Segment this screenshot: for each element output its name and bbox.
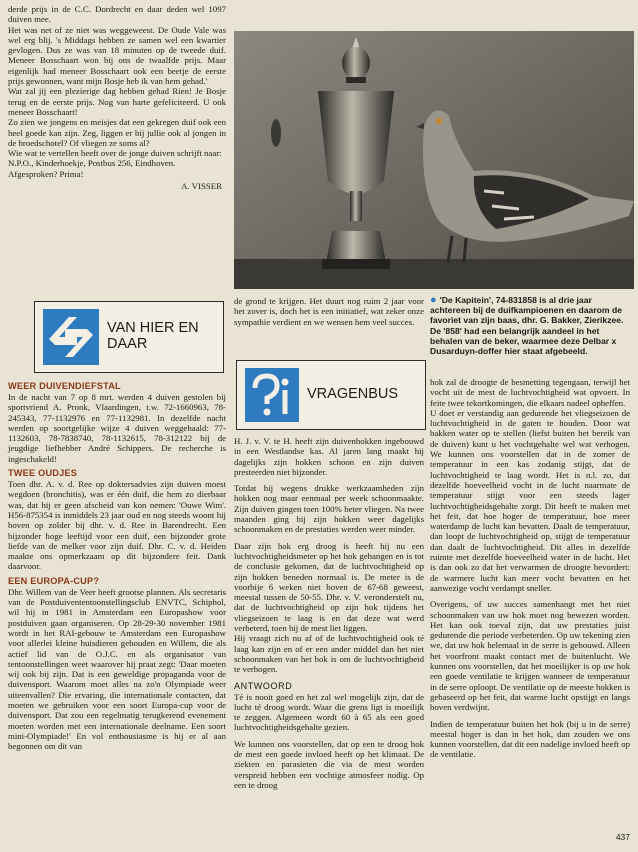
section-heading: EEN EUROPA-CUP? <box>8 575 100 586</box>
column-2-body <box>234 436 424 790</box>
paragraph: Té is nooit goed en het zal wel mogelijk zijn, dat de lucht té droog wordt. Waar die grens ligt is moeilijk te zeggen. Algemeen wordt 60 à 65 als een goed luchtvochtigheidsgehalte gezien. <box>234 691 424 733</box>
paragraph: Het was net of ze niet was weggeweest. De Oude Vale was wel erg blij. 's Middags hebben ze samen wel een kwartier gevlogen. Dus ze was van 18 minuten op de tweede duif. Meneer Bosschaart won bij ons de twaalfde prijs. Maar eigenlijk had meneer Bosschaart ook een beetje de eerste prijs gewonnen, want mijn Bosje heb ik van hem gehad.' <box>8 24 226 87</box>
logo-title-line1: VAN HIER EN <box>107 320 199 336</box>
trophy-pigeon-photo <box>234 31 634 289</box>
arrows-logo-icon <box>43 309 99 365</box>
caption-text: 'De Kapitein', 74-831858 is al drie jaar achtereen bij de duifkampioenen en daarom de favoriet van zijn baas, dhr. G. Bakker, Zierikzee. De '858' had een belangrijk aandeel in het behalen van de beker, waarmee deze Delbar x Dusarduyn-doffer hier staat afgebeeld. <box>430 295 624 357</box>
photo-caption <box>430 295 634 356</box>
logo-title: VRAGENBUS <box>307 386 399 402</box>
column-1-bottom <box>8 377 226 752</box>
paragraph: Toen dhr. A. v. d. Ree op doktersadvies zijn duiven moest wegdoen (bronchitis), was er één duif, die hem zo dierbaar was, dat hij er geen afscheid van kon nemen: 'Ouwe Wim'. H56-875354 is inmiddels 23 jaar oud en nog steeds woont hij boven op zolder bij dhr. v. d. Ree in Barendrecht. Een bijzonder hoge leeftijd voor een duif, een bijzonder grote liefde van de melker voor zijn duif. Dhr. C. v. d. Heiden maakte ons opmerkzaam op dit bijzondere feit. Dank daarvoor. <box>8 479 226 572</box>
question-box-logo-icon <box>245 368 299 422</box>
section-heading: WEER DUIVENDIEFSTAL <box>8 381 121 391</box>
paragraph: In de nacht van 7 op 8 mrt. werden 4 duiven gestolen bij sportvriend A. Pronk, Vlaardingen, t.w. 72-1660963, 78-245343, 77-1132976 en 77-1132981. In dezelfde nacht werden op soortgelijke wijze 4 duiven weggehaald: 77-1132603, 78-7838740, 78-1132615, 78-312122 bij de jeugdige liefhebber André Schippers. De recherche is ingeschakeld! <box>8 392 226 464</box>
column-3-body <box>430 377 630 760</box>
paragraph: Overigens, of uw succes samenhangt met het niet schoonmaken van uw hok moet nog bewezen worden. Het kan ook toeval zijn, dat uw prestaties juist gedurende die periode verbeterden. Op uw tekening zien we, dat uw hok helemaal in de serre is gebouwd. Alleen het voorfront maakt contact met de buitenlucht. We kunnen ons voorstellen, dat het moeilijker is op uw hok een goede ventilatie te krijgen wanneer de temperatuur in de serre oploopt. De ventilatie op de meeste hokken is gebaseerd op het feit, dat warme lucht opstijgt en langs boven verdwijnt. <box>430 599 630 713</box>
answer-heading: ANTWOORD <box>234 680 293 691</box>
paragraph: de grond te krijgen. Het duurt nog ruim 2 jaar voor het zover is, doch het is een initiatief, wat zeker onze sympathie verdient en we wensen hem veel succes. <box>234 296 424 327</box>
paragraph: Afgesproken? Prima! <box>8 168 84 179</box>
author-signature: A. VISSER <box>181 181 222 192</box>
paragraph: Wie wat te vertellen heeft over de jonge duiven schrijft naar: <box>8 148 222 159</box>
van-hier-en-daar-logo <box>34 301 224 373</box>
vragenbus-logo <box>236 360 426 430</box>
paragraph: Wat zal jij een plezierige dag hebben gehad Rien! Je Bosje terug en de eerste prijs. Nog van harte gefeliciteerd. U ook meneer Bosschaart! <box>8 86 226 117</box>
paragraph: H. J. v. V. te H. heeft zijn duivenhokken ingebouwd in een Westlandse kas. Al jaren lang maakt hij dagelijks zijn hokken schoon en zijn duiven presteerden niet bijzonder. <box>234 436 424 477</box>
paragraph: Daar zijn hok erg droog is heeft hij nu een luchtvochtigheidsmeter op het hok gehangen en is tot de conclusie gekomen, dat de luchtvochtigheid op zijn hokken beneden normaal is. De meter is de voorbije 6 weken niet boven de 67-68 geweest, meestal tussen de 50-55. Dhr. v. V. veronderstelt nu, dat de luchtvochtigheid op zijn hok tijdens het vliegseizoen te laag is en dat deze wat werd verbeterd, toen hij de mest liet liggen. <box>234 540 424 634</box>
photo-illustration <box>234 31 634 289</box>
section-heading: TWEE OUDJES <box>8 468 78 479</box>
paragraph: Dhr. Willem van de Veer heeft grootse plannen. Als secretaris van de Postduivententoonstellingsclub ENVTC, Schiphol, wil hij in 1981 in Amsterdam een Europashow voor postduiven gaan organiseren. Op 28-29-30 november 1981 wordt in het RAI-gebouw te Amsterdam een Europashow voor allerlei kleine huisdieren gehouden en Willem, die als actief lid van de O.J.C. en als organisator van tentoonstellingen weet waarover hij praat zegt: 'Daar moeten wij ook bij zijn. Dat is een geweldige propaganda voor de duivensport. Waarom moet alles na zo'n Olympiade weer uiteenvallen? Die ervaring, die internationale contacten, dat moeten we gebruiken voor een soort Europa-cup voor de duivensport. Dat zou een regelmatig terugkerend evenement moeten worden met een internationale deelname. Een soort mini-Olympiade!' En vol enthousiasme is hij er al aan begonnen om dit van <box>8 586 226 752</box>
bullet-icon: ● <box>430 294 437 306</box>
paragraph: Totdat hij wegens drukke werkzaamheden zijn hokken nog maar eenmaal per week schoonmaakte. Zijn duiven gingen toen 100% beter vliegen. Na twee maanden ging hij zijn hokken weer dagelijks schoonmaken en de prestaties werden weer minder. <box>234 483 424 535</box>
paragraph: We kunnen ons voorstellen, dat op een te droog hok de mest een goede invloed heeft op het klimaat. De ziekten en parasieten die via de mest worden verspreid hebben een vochtige atmosfeer nodig. Op een te droog <box>234 738 424 790</box>
paragraph: hok zal de droogte de besmetting tegengaan, terwijl het vocht uit de mest de luchtvochtigheid wat opvoert. In feite twee tekortkomingen, die elkaars nadeel opheffen. <box>430 377 630 408</box>
paragraph: Indien de temperatuur buiten het hok (bij u in de serre) meestal hoger is dan in het hok, dan zouden we ons kunnen voorstellen, dat dit een nadelige invloed heeft op de ventilatie. <box>430 718 630 760</box>
logo-title-line2: DAAR <box>107 336 148 352</box>
column-2-top <box>234 296 424 327</box>
page-number: 437 <box>615 832 630 842</box>
column-1-top <box>8 4 226 191</box>
paragraph: Zo zien we jongens en meisjes dat een gekregen duif ook een heel goede kan zijn. Zeg, liggen er bij jullie ook al jongen in de broedschotel? Of vliegen ze soms al? <box>8 117 226 148</box>
paragraph: derde prijs in de C.C. Dordrecht en daar deden wel 1097 duiven mee. <box>8 4 226 25</box>
paragraph: Hij vraagt zich nu af of de luchtvochtigheid ook té laag kan zijn en of er een ander middel dan het niet schoonmaken van het hok is om de luchtvochtigheid te verhogen. <box>234 633 424 675</box>
paragraph: N.P.O., Kinderhoekje, Postbus 256, Eindhoven. <box>8 158 176 169</box>
paragraph: U doet er verstandig aan gedurende het vliegseizoen de luchtvochtigheid in de gaten te houden. Door wat bakken water op te stellen (liefst buiten het bereik van de duiven) kunt u het vochtgehalte wel wat verhogen. We kunnen ons voorstellen dat in de zomer de temperatuur in een kas zodanig stijgt, dat de luchtvochtigheid te laag wordt. Het is n.l. zo, dat dezelfde hoeveelheid vocht in de lucht naarmate de temperatuur stijgt voor een steeds lager luchtvochtigheidsgehalte zorgt. Dit heeft te maken met het feit, dat hoe hoger de temperatuur, hoe meer waterdamp de lucht kan bevatten. Daalt de temperatuur, dan loopt de luchtvochtigheid op, stijgt de temperatuur dan daalt de luchtvochtigheid. Dit alles in dezelfde ruimte met dezelfde hoeveelheid water in de lucht. Het is dan ook zo dat het verwarmen de droogte bevordert: de warmere lucht kan meer vocht bevatten en het aanwezige vocht verdampt sneller. <box>430 407 630 593</box>
